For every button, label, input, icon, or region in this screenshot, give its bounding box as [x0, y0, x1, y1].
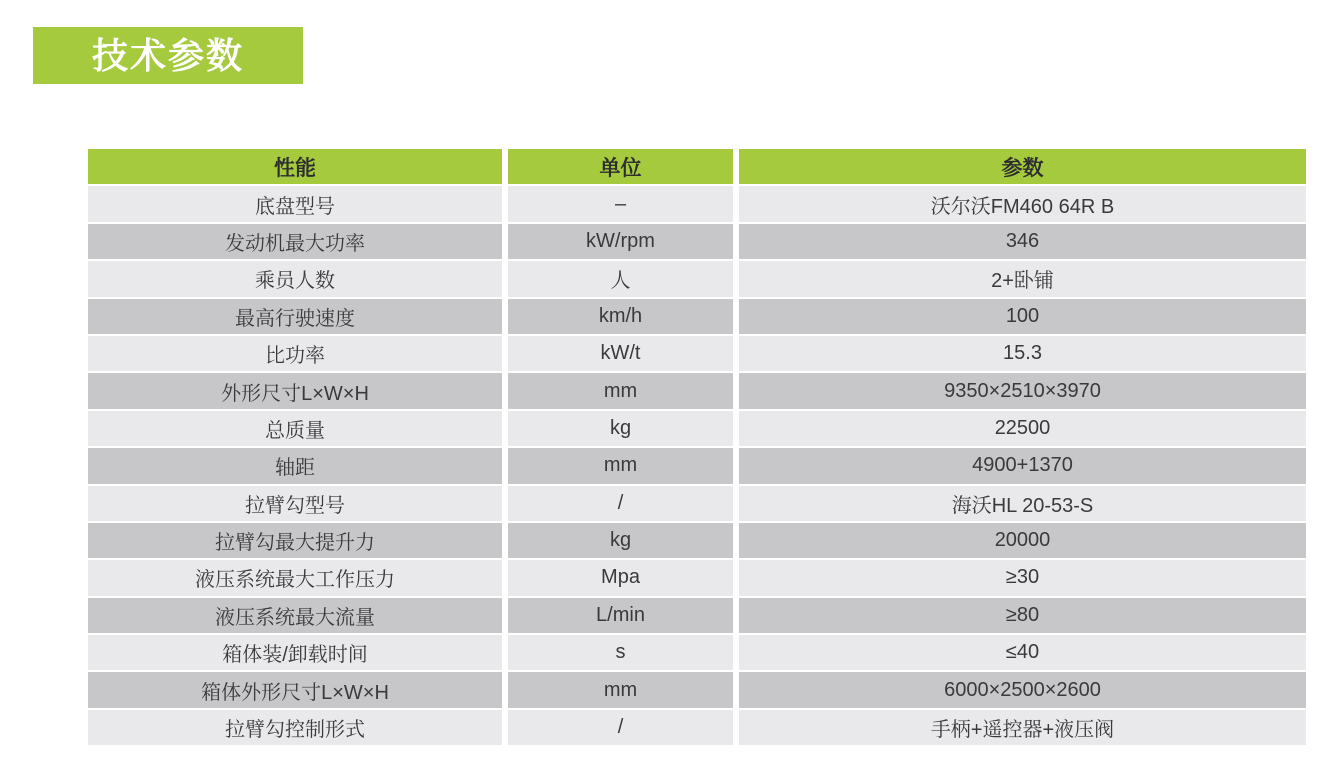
table-cell-unit: mm — [508, 373, 733, 408]
table-cell-value: 手柄+遥控器+液压阀 — [739, 710, 1306, 745]
table-cell-unit: km/h — [508, 299, 733, 334]
table-cell-performance: 箱体外形尺寸L×W×H — [88, 672, 502, 707]
table-cell-performance: 最高行驶速度 — [88, 299, 502, 334]
table-cell-unit: L/min — [508, 598, 733, 633]
table-cell-performance: 底盘型号 — [88, 186, 502, 221]
table-cell-unit: 人 — [508, 261, 733, 296]
section-title: 技术参数 — [91, 34, 244, 76]
table-cell-value: ≥80 — [739, 598, 1306, 633]
table-cell-unit: / — [508, 710, 733, 745]
table-cell-value: ≤40 — [739, 635, 1306, 670]
table-cell-value: 4900+1370 — [739, 448, 1306, 483]
table-cell-unit: Mpa — [508, 560, 733, 595]
table-cell-value: 20000 — [739, 523, 1306, 558]
table-cell-unit: – — [508, 186, 733, 221]
table-cell-value: 100 — [739, 299, 1306, 334]
table-cell-performance: 拉臂勾控制形式 — [88, 710, 502, 745]
section-title-badge — [33, 27, 303, 84]
table-cell-performance: 比功率 — [88, 336, 502, 371]
spec-table — [88, 149, 1306, 745]
table-cell-unit: kg — [508, 411, 733, 446]
table-header-performance: 性能 — [88, 149, 502, 184]
table-cell-unit: kg — [508, 523, 733, 558]
table-cell-unit: kW/t — [508, 336, 733, 371]
table-cell-unit: kW/rpm — [508, 224, 733, 259]
table-cell-unit: mm — [508, 448, 733, 483]
table-cell-unit: mm — [508, 672, 733, 707]
table-cell-performance: 拉臂勾型号 — [88, 486, 502, 521]
table-cell-performance: 液压系统最大流量 — [88, 598, 502, 633]
table-cell-value: 9350×2510×3970 — [739, 373, 1306, 408]
table-header-unit: 单位 — [508, 149, 733, 184]
table-cell-performance: 液压系统最大工作压力 — [88, 560, 502, 595]
table-cell-unit: s — [508, 635, 733, 670]
table-cell-value: 2+卧铺 — [739, 261, 1306, 296]
table-cell-performance: 轴距 — [88, 448, 502, 483]
table-header-parameter: 参数 — [739, 149, 1306, 184]
table-cell-performance: 总质量 — [88, 411, 502, 446]
table-cell-performance: 箱体装/卸载时间 — [88, 635, 502, 670]
table-cell-value: ≥30 — [739, 560, 1306, 595]
table-cell-value: 6000×2500×2600 — [739, 672, 1306, 707]
table-cell-value: 22500 — [739, 411, 1306, 446]
table-cell-performance: 发动机最大功率 — [88, 224, 502, 259]
table-cell-performance: 乘员人数 — [88, 261, 502, 296]
table-cell-value: 15.3 — [739, 336, 1306, 371]
table-cell-performance: 拉臂勾最大提升力 — [88, 523, 502, 558]
table-cell-value: 346 — [739, 224, 1306, 259]
table-cell-value: 海沃HL 20-53-S — [739, 486, 1306, 521]
table-cell-value: 沃尔沃FM460 64R B — [739, 186, 1306, 221]
table-cell-unit: / — [508, 486, 733, 521]
table-cell-performance: 外形尺寸L×W×H — [88, 373, 502, 408]
